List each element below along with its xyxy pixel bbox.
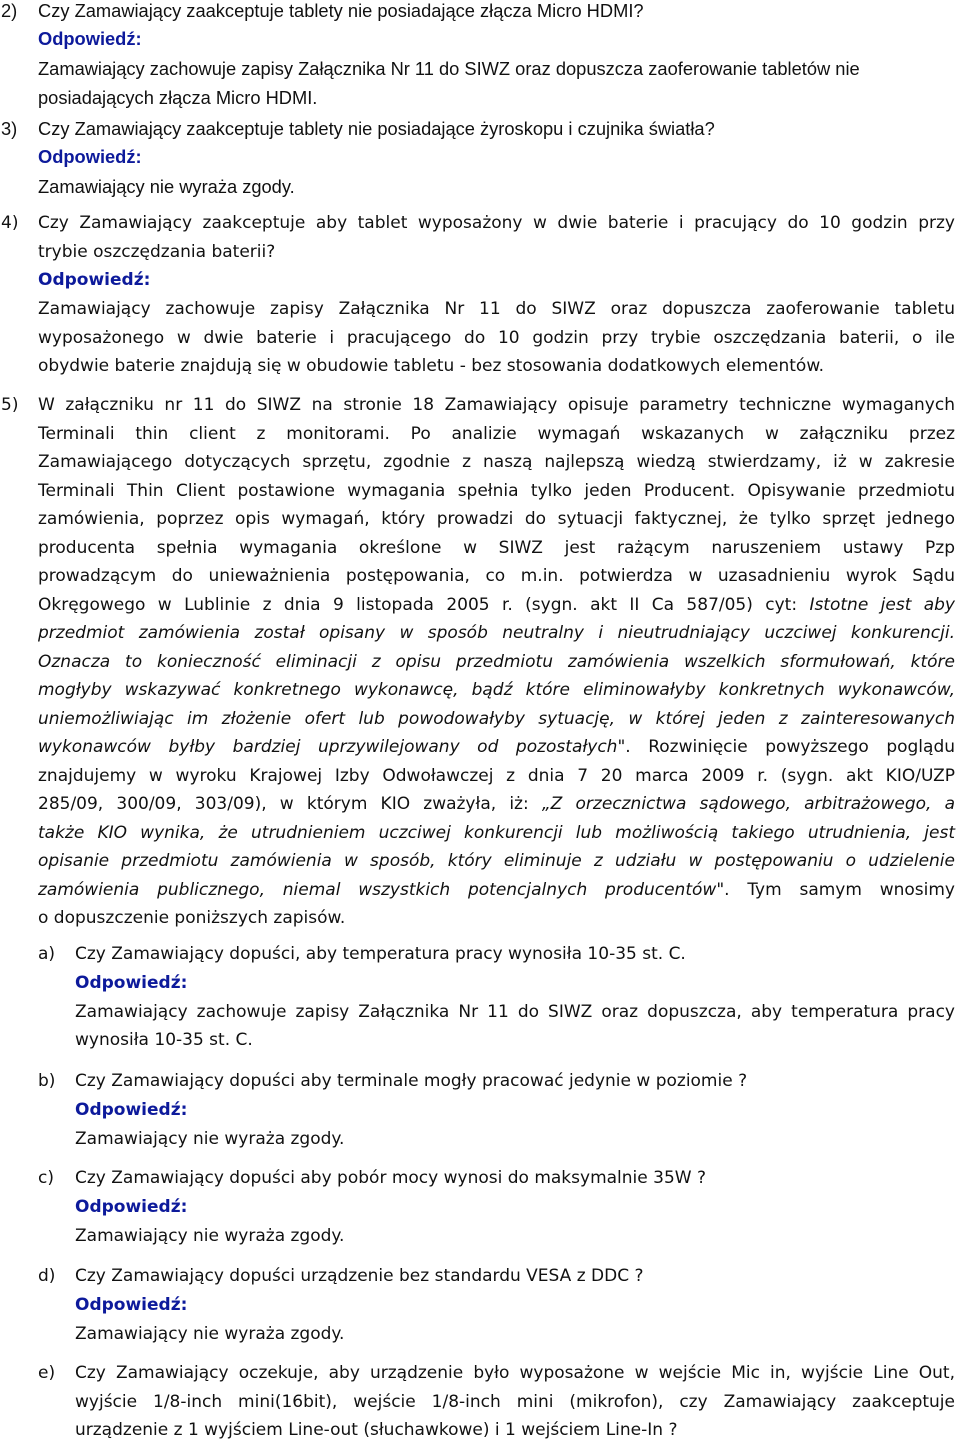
quote-text: przedmiot zamówienia został opisany w sposób neutralny i nieutrudniający uczciwej konkurencji.: [38, 623, 955, 643]
answer-label: Odpowiedź:: [38, 28, 142, 49]
quote-line: [38, 847, 955, 876]
item-number: e): [38, 1363, 56, 1383]
answer-text-line: Zamawiający zachowuje zapisy Załącznika Nr 11 do SIWZ oraz dopuszcza zaoferowanie tabletów nie: [38, 57, 860, 79]
paragraph-line-plain: Okręgowego w Lublinie z dnia 9 listopada 2005 r. (sygn. akt II Ca 587/05) cyt:: [38, 594, 810, 615]
item-number: 2): [1, 0, 18, 21]
paragraph-line: zamówienia, poprzez opis wymagań, który prowadzi do sytuacji faktycznej, że tylko sprzęt jednego: [38, 509, 955, 529]
quote-text: Oznacza to konieczność eliminacji z opisu przedmiotu zamówienia wszelkich sformułowań, które: [38, 651, 955, 672]
item-number: 3): [1, 118, 18, 139]
question-text-line: trybie oszczędzania baterii?: [38, 241, 276, 262]
question-text: Czy Zamawiający dopuści aby terminale mogły pracować jedynie w poziomie ?: [75, 1071, 748, 1091]
answer-text-line: Zamawiający zachowuje zapisy Załącznika Nr 11 do SIWZ oraz dopuszcza, aby temperatura pracy: [75, 1001, 955, 1022]
answer-text-line: wyposażonego w dwie baterie i pracującego do 10 godzin przy trybie oszczędzania baterii, o ile: [38, 327, 955, 348]
quote-text: Istotne jest aby: [809, 594, 955, 615]
quote-text: zamówienia publicznego, niemal wszystkich potencjalnych producentów: [38, 879, 717, 900]
question-text: Czy Zamawiający dopuści urządzenie bez standardu VESA z DDC ?: [75, 1266, 644, 1286]
item-number: 5): [1, 395, 19, 415]
answer-text: Zamawiający nie wyraża zgody.: [75, 1128, 345, 1149]
question-text-line: urządzenie z 1 wyjściem Line-out (słuchawkowe) i 1 wejściem Line-In ?: [75, 1420, 678, 1440]
answer-text: Zamawiający nie wyraża zgody.: [38, 175, 295, 197]
item-number: 4): [1, 213, 19, 233]
answer-label: Odpowiedź:: [75, 1294, 188, 1315]
question-text: Czy Zamawiający dopuści aby pobór mocy wynosi do maksymalnie 35W ?: [75, 1168, 706, 1188]
answer-text: Zamawiający nie wyraża zgody.: [75, 1323, 345, 1344]
paragraph-line: znajdujemy w wyroku Krajowej Izby Odwoławczej z dnia 7 20 marca 2009 r. (sygn. akt KIO/UZP: [38, 765, 955, 786]
quote-line: [38, 819, 955, 848]
item-number: c): [38, 1168, 54, 1188]
answer-text-line: obydwie baterie znajdują się w obudowie tabletu - bez stosowania dodatkowych elementów.: [38, 356, 825, 376]
question-text-line: Czy Zamawiający oczekuje, aby urządzenie było wyposażone w wejście Mic in, wyjście Line Out,: [75, 1363, 955, 1383]
item-number: b): [38, 1071, 56, 1091]
answer-label: Odpowiedź:: [75, 972, 188, 993]
answer-label: Odpowiedź:: [75, 1196, 188, 1217]
question-text-line: Czy Zamawiający zaakceptuje aby tablet wyposażony w dwie baterie i pracujący do 10 godzin przy: [38, 213, 955, 233]
paragraph-line: Terminali thin client z monitorami. Po analizie wymagań wskazanych w załączniku przez: [38, 423, 955, 444]
quote-text: „Z orzecznictwa sądowego, arbitrażowego, a: [541, 794, 956, 814]
paragraph-line: o dopuszczenie poniższych zapisów.: [38, 908, 346, 928]
paragraph-line: W załączniku nr 11 do SIWZ na stronie 18 Zamawiający opisuje parametry techniczne wymaganych: [38, 395, 955, 415]
question-text-line: wyjście 1/8-inch mini(16bit), wejście 1/8-inch mini (mikrofon), czy Zamawiający zaakceptuje: [75, 1391, 955, 1412]
quote-text: mogłyby wskazywać konkretnego wykonawcę, bądź które eliminowałyby konkretnych wykonawców,: [38, 680, 955, 700]
quote-text: uniemożliwiając im złożenie ofert lub powodowałyby sytuację, w której jeden z zainteresowanych: [38, 708, 955, 729]
answer-text-line: Zamawiający zachowuje zapisy Załącznika Nr 11 do SIWZ oraz dopuszcza zaoferowanie tabletu: [38, 299, 955, 319]
quote-line: [38, 648, 955, 677]
answer-text: Zamawiający nie wyraża zgody.: [75, 1225, 345, 1246]
answer-text-line: wynosiła 10-35 st. C.: [75, 1030, 253, 1050]
quote-line: [38, 676, 955, 705]
paragraph-line: prowadzącym do unieważnienia postępowania, co m.in. potwierdza w uzasadnieniu wyrok Sądu: [38, 566, 955, 586]
question-text: Czy Zamawiający zaakceptuje tablety nie posiadające żyroskopu i czujnika światła?: [38, 118, 715, 139]
quote-text: opisanie przedmiotu zamówienia w sposób, który eliminuje z udziału w postępowaniu o udzielenie: [38, 851, 955, 871]
paragraph-line: [38, 591, 955, 620]
quote-text: wykonawców byłby bardziej uprzywilejowany od pozostałych: [38, 737, 618, 757]
answer-label: Odpowiedź:: [38, 270, 151, 290]
item-number: d): [38, 1266, 56, 1286]
paragraph-line: [38, 733, 955, 762]
paragraph-line: producenta spełnia wymagania określone w SIWZ jest rażącym naruszeniem ustawy Pzp: [38, 537, 955, 558]
answer-label: Odpowiedź:: [75, 1099, 188, 1120]
paragraph-line-plain: ". Tym samym wnosimy: [716, 879, 955, 900]
question-text: Czy Zamawiający zaakceptuje tablety nie posiadające złącza Micro HDMI?: [38, 0, 644, 21]
paragraph-line: [38, 790, 955, 819]
answer-label: Odpowiedź:: [38, 146, 142, 167]
paragraph-line: Terminali Thin Client postawione wymagania spełnia tylko jeden Producent. Opisywanie przedmiotu: [38, 480, 955, 501]
quote-line: [38, 705, 955, 734]
answer-text-line: posiadających złącza Micro HDMI.: [38, 86, 318, 108]
item-number: a): [38, 944, 56, 964]
paragraph-line-plain: ". Rozwinięcie powyższego poglądu: [617, 737, 956, 757]
paragraph-line: Zamawiającego dotyczących sprzętu, zgodnie z naszą najlepszą wiedzą stwierdzamy, iż w zakresie: [38, 452, 955, 472]
question-text: Czy Zamawiający dopuści, aby temperatura pracy wynosiła 10-35 st. C.: [75, 944, 686, 964]
quote-text: także KIO wynika, że utrudnieniem uczciwej konkurencji lub możliwością takiego utrudnienia, jest: [38, 822, 955, 843]
paragraph-line-plain: 285/09, 300/09, 303/09), w którym KIO zważyła, iż:: [38, 794, 542, 814]
paragraph-line: [38, 876, 955, 905]
quote-line: [38, 619, 955, 648]
